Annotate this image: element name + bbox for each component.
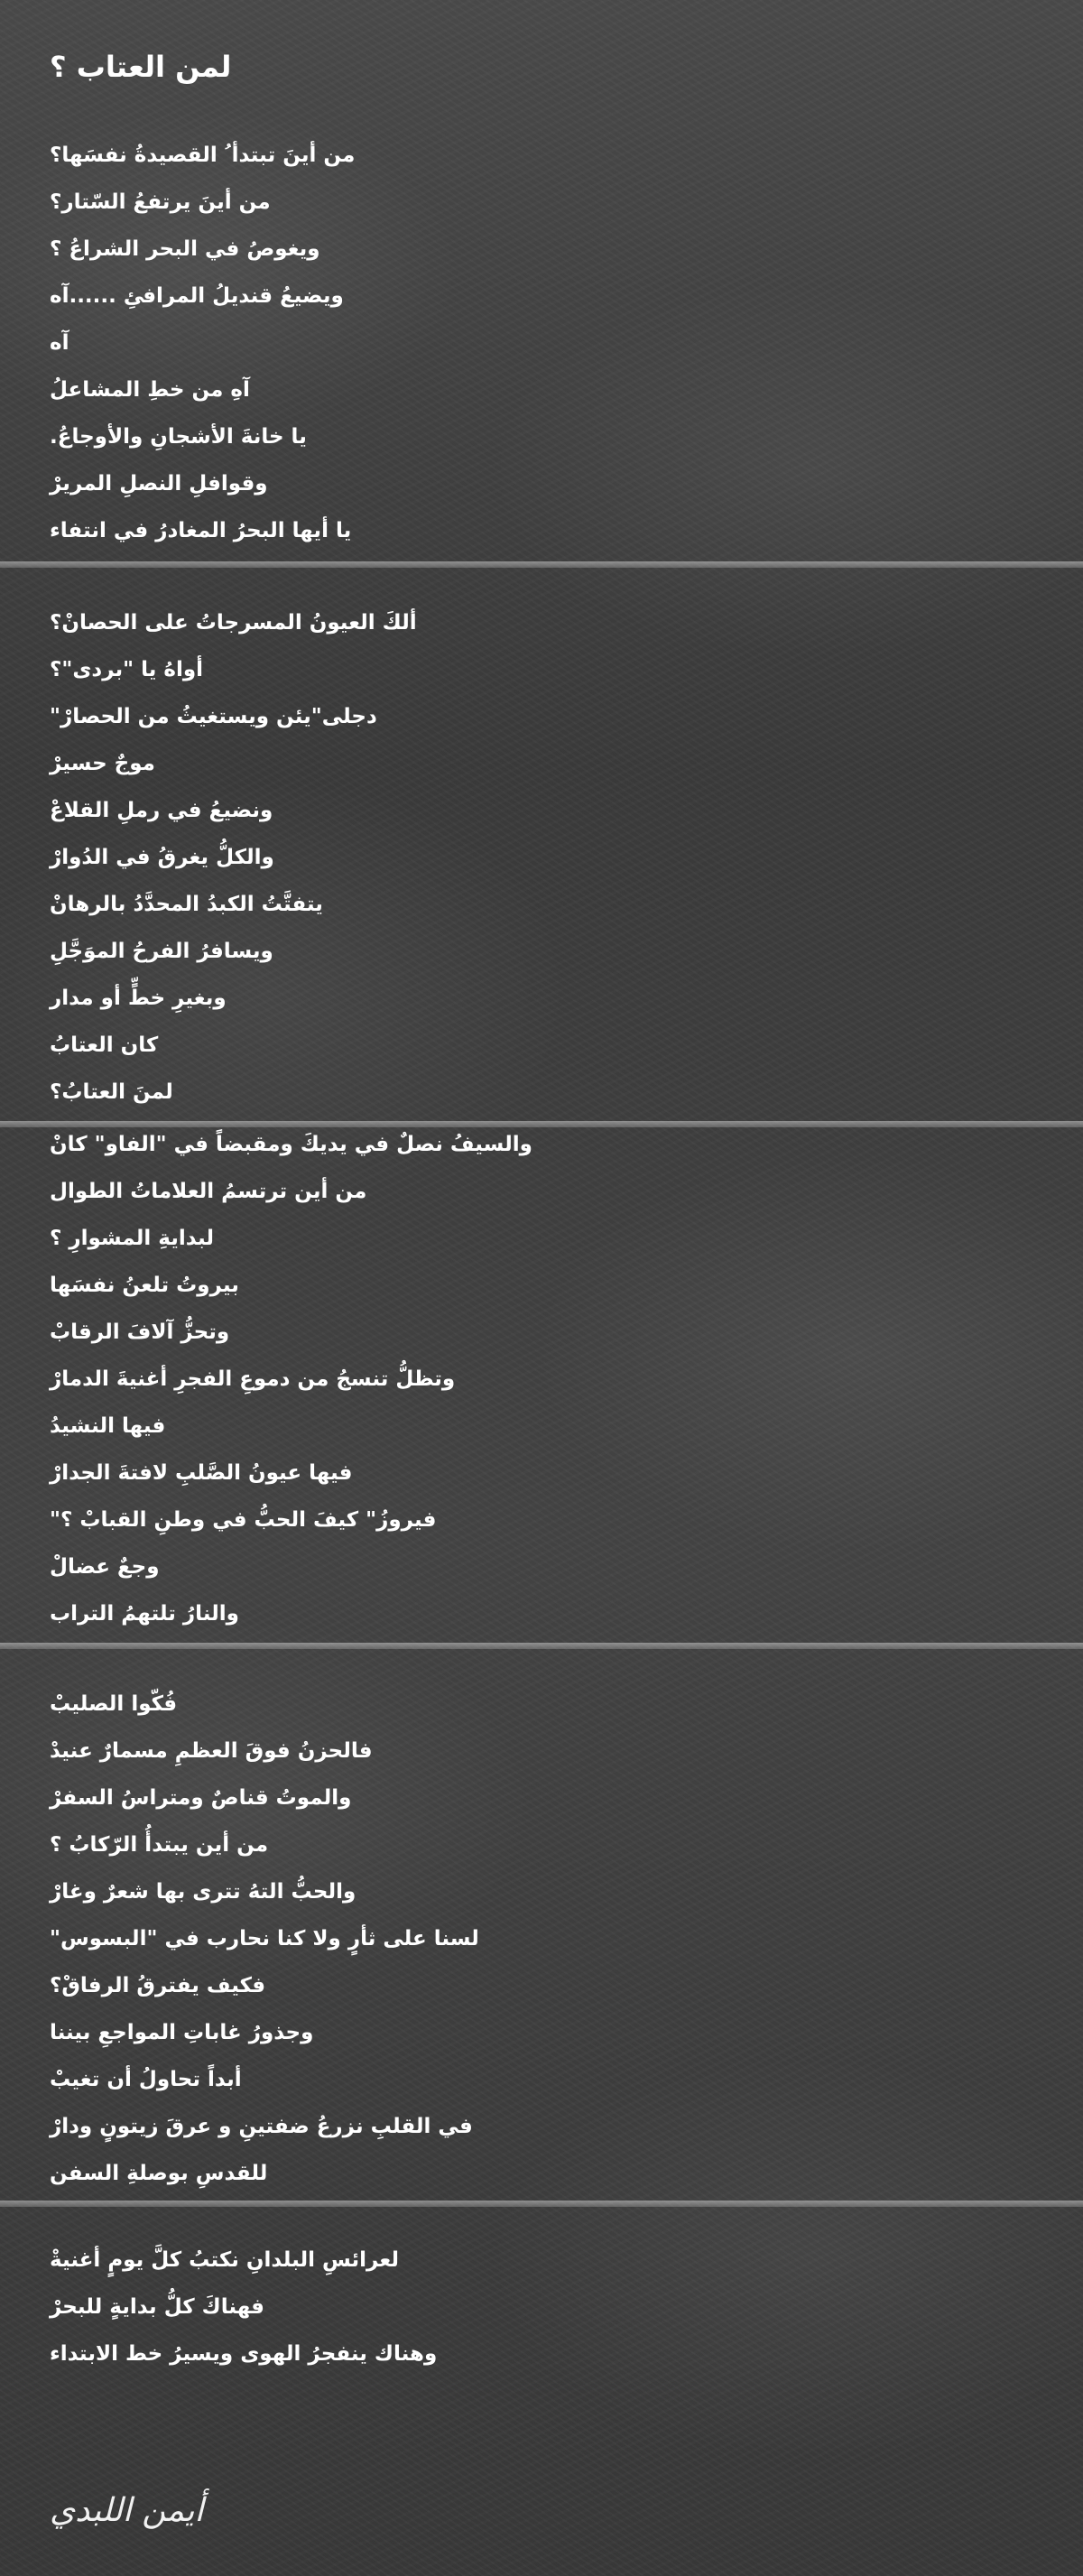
- poem-line: ويسافرُ الفرحُ الموَجَّلِ: [50, 940, 273, 963]
- poem-line: من أين يبتدأُ الرّكابُ ؟: [50, 1833, 269, 1857]
- poem-line: للقدسِ بوصلةِ السفن: [50, 2162, 268, 2185]
- poem-line: من أينَ تبتدأ ُ القصيدةُ نفسَها؟: [50, 144, 356, 167]
- poem-line: وتحزُّ آلافَ الرقابْ: [50, 1320, 230, 1344]
- poem-line: والكلُّ يغرقُ في الدُوارْ: [50, 846, 274, 869]
- poem-line: وبغيرِ خطٍّ أو مدار: [50, 987, 227, 1010]
- poem-title: [50, 47, 231, 87]
- poem-line: بيروتُ تلعنُ نفسَها: [50, 1274, 239, 1297]
- poem-line: يتفتَّتُ الكبدُ المحدَّدُ بالرهانْ: [50, 893, 323, 916]
- poem-line: والسيفُ نصلٌ في يديكَ ومقبضاً في "الفاو" كانْ: [50, 1133, 532, 1156]
- panel-divider: [0, 2201, 1083, 2207]
- stanza-2: [50, 599, 1042, 1116]
- poem-line: وجعٌ عضالْ: [50, 1555, 160, 1579]
- poem-line: آهِ من خطِ المشاعلُ: [50, 378, 250, 402]
- poem-line: فُكّوا الصليبْ: [50, 1692, 178, 1716]
- poem-line: ألكَ العيونُ المسرجاتُ على الحصانْ؟: [50, 611, 417, 635]
- poem-line: فيروزُ" كيفَ الحبُّ في وطنِ القبابْ ؟": [50, 1508, 437, 1532]
- poem-line: دجلى"يئن ويستغيثُ من الحصارْ": [50, 705, 377, 728]
- poem-line: أبداً تحاولُ أن تغيبْ: [50, 2068, 242, 2091]
- author-signature: [50, 2484, 204, 2538]
- poem-title-text: لمن العتاب ؟: [50, 50, 232, 84]
- poem-line: من أين ترتسمُ العلاماتُ الطوال: [50, 1180, 367, 1203]
- poem-line: فيها عيونُ الصَّلبِ لافتةَ الجدارْ: [50, 1461, 353, 1485]
- poem-line: وتظلُّ تنسجُ من دموعِ الفجرِ أغنيةَ الدمارْ: [50, 1367, 456, 1391]
- poem-line: أواهُ يا "بردى"؟: [50, 658, 204, 681]
- poem-line: لسنا على ثأرٍ ولا كنا نحارب في "البسوس": [50, 1927, 479, 1951]
- poem-line: في القلبِ نزرعُ ضفتينِ و عرقَ زيتونٍ ودارْ: [50, 2115, 473, 2138]
- stanza-4: [50, 1681, 1042, 2197]
- stanza-1: [50, 132, 1042, 554]
- poem-line: لمنَ العتابُ؟: [50, 1080, 173, 1104]
- poem-line: فيها النشيدُ: [50, 1414, 166, 1438]
- poem-line: فهناكَ كلُّ بدايةٍ للبحرْ: [50, 2295, 264, 2319]
- poem-line: فالحزنُ فوقَ العظمِ مسمارٌ عنيدْ: [50, 1739, 373, 1763]
- poem-line: من أينَ يرتفعُ السّتار؟: [50, 190, 271, 214]
- poem-line: ويغوصُ في البحر الشراعُ ؟: [50, 237, 320, 261]
- poem-line: لعرائسِ البلدانِ نكتبُ كلَّ يومٍ أغنيةْ: [50, 2248, 399, 2272]
- panel-divider: [0, 1643, 1083, 1649]
- author-name: أيمن اللبدي: [50, 2492, 204, 2529]
- poem-line: لبدايةِ المشوارِ ؟: [50, 1227, 215, 1250]
- poem-line: يا أيها البحرُ المغادرُ في انتفاء: [50, 519, 352, 542]
- poem-line: موجٌ حسيرْ: [50, 752, 155, 775]
- poem-line: ويضيعُ قنديلُ المرافئِ ......آه: [50, 284, 344, 308]
- stanza-3: [50, 1121, 1042, 1637]
- poem-line: وهناك ينفجرُ الهوى ويسيرُ خط الابتداء: [50, 2342, 438, 2366]
- poem-line: ونضيعُ في رملِ القلاعْ: [50, 799, 273, 822]
- panel-divider: [0, 561, 1083, 568]
- poem-line: وقوافلِ النصلِ المريرْ: [50, 472, 268, 496]
- poem-line: يا خانةَ الأشجانِ والأوجاعُ.: [50, 425, 307, 449]
- poem-line: وجذورُ غاباتِ المواجعِ بيننا: [50, 2021, 314, 2044]
- stanza-5: [50, 2237, 1042, 2377]
- poem-line: والنارُ تلتهمُ التراب: [50, 1602, 239, 1626]
- poem-line: آه: [50, 331, 69, 355]
- poem-line: فكيف يفترقُ الرفاقْ؟: [50, 1974, 266, 1997]
- poem-line: والموتُ قناصٌ ومتراسُ السفرْ: [50, 1786, 352, 1810]
- poem-line: والحبُّ التهُ تترى بها شعرٌ وغارْ: [50, 1880, 356, 1904]
- poem-line: كان العتابُ: [50, 1033, 159, 1057]
